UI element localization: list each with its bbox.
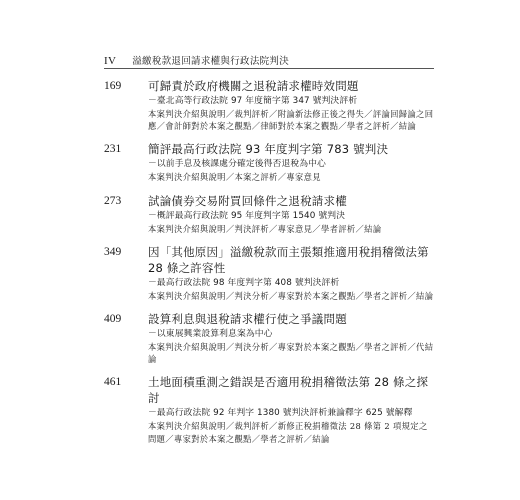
toc-entry <box>104 374 434 444</box>
entry-subtitle: －最高行政法院 98 年度判字第 408 號判決評析 <box>148 277 340 288</box>
entry-page-number: 273 <box>104 194 122 207</box>
table-of-contents <box>104 78 434 445</box>
entry-page-number: 231 <box>104 143 122 156</box>
entry-sections: 本案判決介紹與說明／本案之評析／專家意見 <box>148 172 321 183</box>
book-title: 溢繳稅款退回請求權與行政法院判決 <box>132 56 290 67</box>
entry-page-number: 169 <box>104 80 122 92</box>
toc-entry <box>104 311 434 365</box>
entry-sections: 本案判決介紹與說明／判決分析／專家對於本案之觀點／學者之評析／結論 <box>148 290 434 301</box>
entry-sections: 本案判決介紹與說明／裁判評析／新修正稅捐稽徵法 28 條第 2 項規定之問題／專家對於本案之觀點／學者之評析／結論 <box>148 421 428 444</box>
entry-title: 設算利息與退稅請求權行使之爭議問題 <box>148 312 347 327</box>
entry-title: 可歸責於政府機關之退稅請求權時效問題 <box>148 79 359 93</box>
entry-sections: 本案判決介紹與說明／裁判評析／附論新法修正後之得失／評論回歸論之回應／會計師對於本案之觀點／律師對於本案之觀點／學者之評析／結論 <box>148 109 434 132</box>
toc-entry <box>104 78 434 132</box>
entry-page-number: 349 <box>104 245 122 258</box>
entry-title: 土地面積重測之錯誤是否適用稅捐稽徵法第 28 條之探討 <box>148 375 429 406</box>
entry-page-number: 409 <box>104 313 122 326</box>
page-number: IV <box>104 55 117 67</box>
entry-subtitle: －最高行政法院 92 年判字 1380 號判決評析兼論釋字 625 號解釋 <box>148 408 413 419</box>
entry-subtitle: －概評最高行政法院 95 年度判字第 1540 號判決 <box>148 210 346 221</box>
entry-title: 試論債券交易附買回條件之退稅請求權 <box>148 193 347 208</box>
entry-subtitle: －臺北高等行政法院 97 年度簡字第 347 號判決評析 <box>148 96 358 106</box>
entry-sections: 本案判決介紹與說明／判決評析／專家意見／學者評析／結論 <box>148 223 382 234</box>
entry-title: 因「其他原因」溢繳稅款而主張類推適用稅捐稽徵法第 28 條之許容性 <box>148 244 429 275</box>
entry-sections: 本案判決介紹與說明／判決分析／專家對於本案之觀點／學者之評析／代結論 <box>148 342 434 365</box>
toc-entry <box>104 193 434 235</box>
toc-entry <box>104 244 434 302</box>
entry-page-number: 461 <box>104 376 122 389</box>
entry-subtitle: －以前手息及核課處分確定後得否退稅為中心 <box>148 159 326 170</box>
running-header <box>104 53 434 67</box>
toc-entry <box>104 141 434 183</box>
header-rule <box>104 68 434 69</box>
entry-subtitle: －以東展興業設算利息案為中心 <box>148 329 273 340</box>
entry-title: 簡評最高行政法院 93 年度判字第 783 號判決 <box>148 142 389 157</box>
